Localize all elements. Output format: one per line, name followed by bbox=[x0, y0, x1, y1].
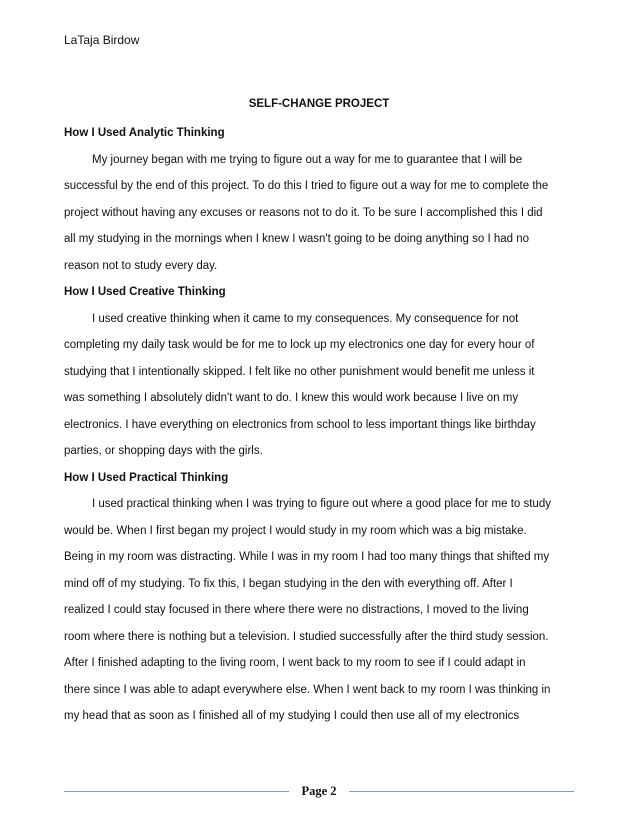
paragraph-line: electronics. I have everything on electronics from school to less important things like birthday bbox=[64, 418, 536, 431]
section-heading-practical: How I Used Practical Thinking bbox=[64, 471, 229, 484]
document-title: SELF-CHANGE PROJECT bbox=[248, 98, 390, 110]
paragraph-line: successful by the end of this project. To do this I tried to figure out a way for me to complete the bbox=[64, 180, 549, 192]
header-author: LaTaja Birdow bbox=[64, 33, 140, 47]
paragraph-line: studying that I intentionally skipped. I felt like no other punishment would benefit me unless it bbox=[64, 365, 535, 378]
paragraph-line: all my studying in the mornings when I knew I wasn't going to be doing anything so I had no bbox=[64, 233, 530, 245]
paragraph-line: there since I was able to adapt everywhere else. When I went back to my room I was thinking in bbox=[64, 683, 551, 696]
paragraph-line: was something I absolutely didn't want to do. I knew this would work because I live on my bbox=[64, 392, 519, 404]
paragraph-line: realized I could stay focused in there where there were no distractions, I moved to the living bbox=[64, 604, 529, 616]
paragraph-line: parties, or shopping days with the girls. bbox=[64, 445, 263, 457]
paragraph-line: mind off of my studying. To fix this, I began studying in the den with everything off. After I bbox=[64, 577, 513, 590]
paragraph-line: room where there is nothing but a television. I studied successfully after the third study session. bbox=[64, 630, 549, 643]
paragraph-line: Being in my room was distracting. While I was in my room I had too many things that shifted my bbox=[64, 551, 550, 563]
section-heading-analytic: How I Used Analytic Thinking bbox=[64, 127, 225, 139]
paragraph-line: my head that as soon as I finished all of my studying I could then use all of my electronics bbox=[64, 710, 520, 722]
paragraph-line: reason not to study every day. bbox=[64, 259, 218, 272]
document-body bbox=[64, 120, 564, 730]
page-number: Page 2 bbox=[301, 783, 337, 798]
paragraph-line: completing my daily task would be for me to lock up my electronics one day for every hour of bbox=[64, 339, 535, 351]
paragraph-line: My journey began with me trying to figure out a way for me to guarantee that I will be bbox=[92, 153, 523, 166]
paragraph-line: After I finished adapting to the living room, I went back to my room to see if I could adapt in bbox=[64, 657, 526, 669]
footer-rule-left bbox=[64, 791, 289, 792]
paragraph-line: project without having any excuses or reasons not to do it. To be sure I accomplished this I did bbox=[64, 206, 543, 219]
page-footer bbox=[64, 780, 574, 802]
section-heading-creative: How I Used Creative Thinking bbox=[64, 286, 226, 298]
paragraph-line: I used practical thinking when I was trying to figure out where a good place for me to study bbox=[92, 498, 551, 510]
paragraph-line: would be. When I first began my project I would study in my room which was a big mistake. bbox=[64, 524, 527, 537]
paragraph-line: I used creative thinking when it came to my consequences. My consequence for not bbox=[92, 312, 519, 325]
footer-rule-right bbox=[349, 791, 574, 792]
